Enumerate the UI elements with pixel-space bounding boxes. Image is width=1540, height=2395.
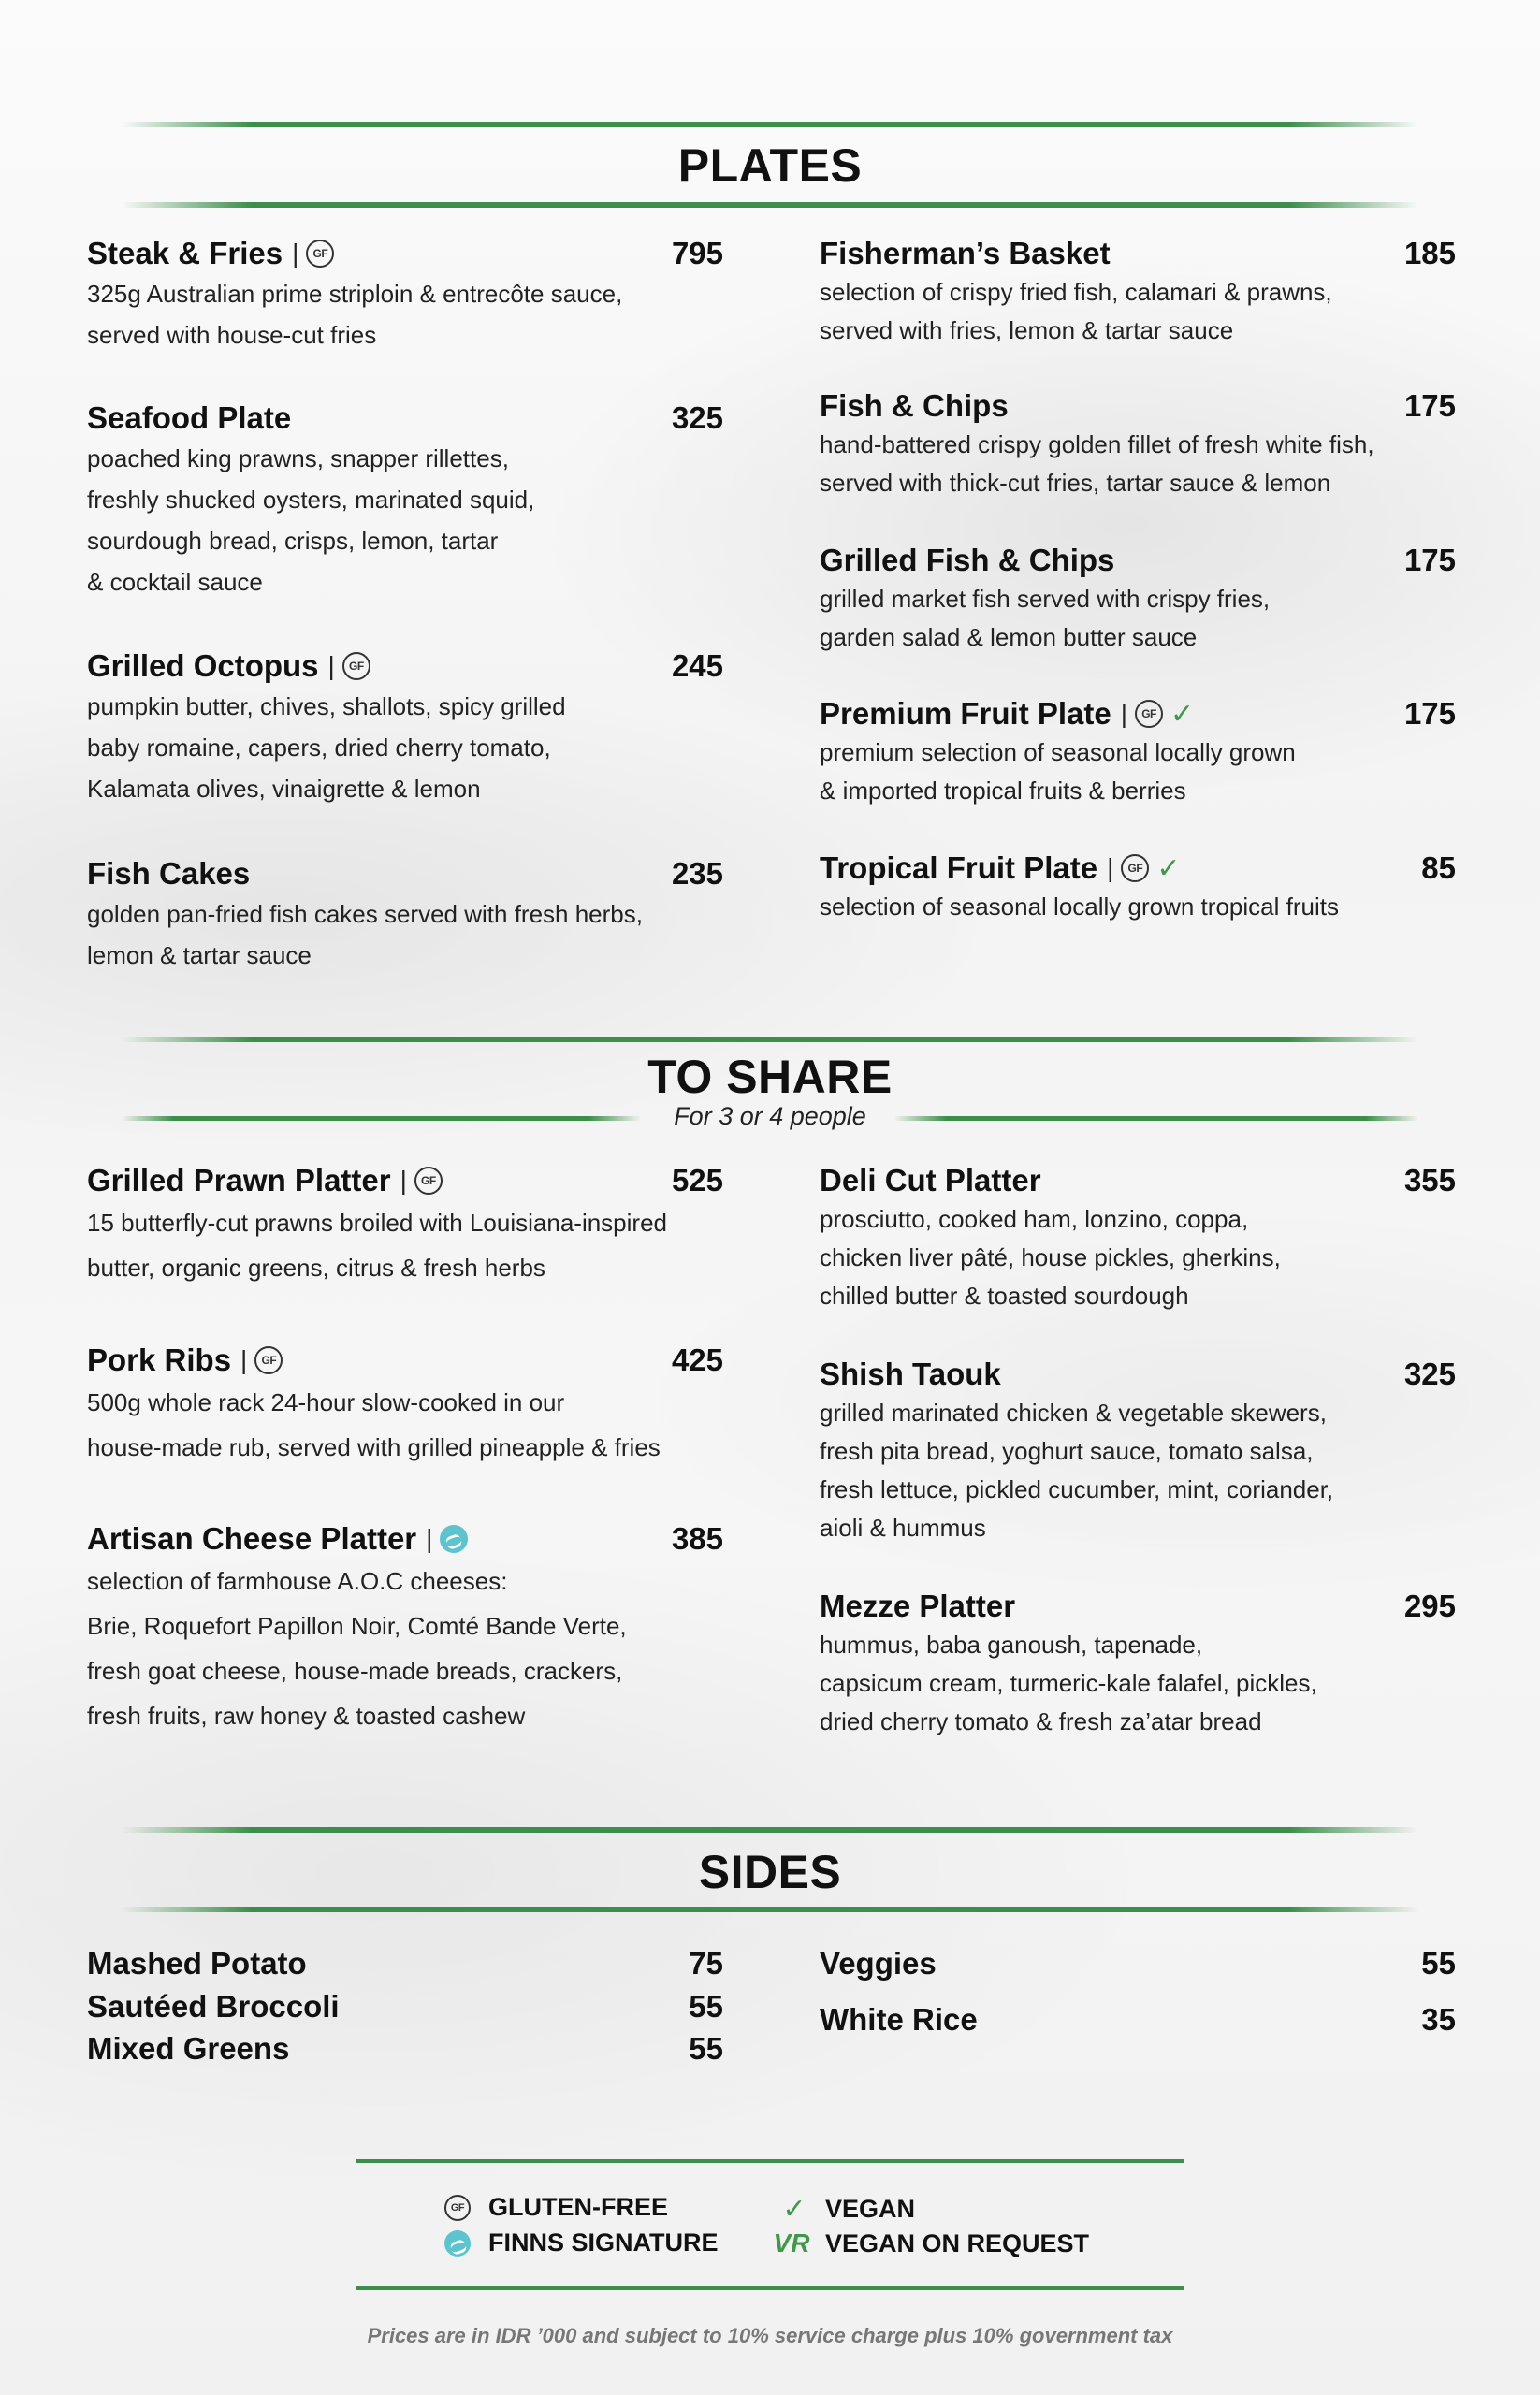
menu-item-description: selection of crispy fried fish, calamari & prawns, served with fries, lemon & tartar sauce xyxy=(820,278,1332,344)
tag-separator: | xyxy=(327,651,335,680)
tag-separator: | xyxy=(426,1524,433,1553)
menu-item-name-text: Grilled Octopus xyxy=(87,648,319,683)
menu-item-name-text: Tropical Fruit Plate xyxy=(820,850,1098,885)
menu-item-header xyxy=(820,543,1456,578)
menu-item-description: 15 butterfly-cut prawns broiled with Louisiana-inspired butter, organic greens, citrus & fresh herbs xyxy=(87,1209,667,1282)
menu-item-name-text: Mezze Platter xyxy=(820,1589,1016,1623)
side-item-price: 35 xyxy=(1421,2002,1456,2037)
menu-item xyxy=(87,856,723,976)
menu-item-name-text: Pork Ribs xyxy=(87,1343,232,1377)
menu-item-name-text: Seafood Plate xyxy=(87,400,292,435)
menu-item-price: 235 xyxy=(671,856,723,891)
menu-item-description: grilled market fish served with crispy fries, garden salad & lemon butter sauce xyxy=(820,585,1271,651)
menu-item-name xyxy=(87,1343,283,1378)
menu-item-name xyxy=(820,696,1194,732)
gluten-free-icon: GF xyxy=(254,1346,283,1374)
menu-item-header xyxy=(820,388,1456,424)
to-share-rule-right xyxy=(893,1116,1418,1121)
vegan-icon: ✓ xyxy=(1156,852,1181,884)
menu-item-price: 325 xyxy=(1403,1357,1456,1391)
to-share-rule-top xyxy=(122,1037,1418,1042)
menu-item-name xyxy=(820,1163,1041,1198)
menu-item-price: 385 xyxy=(671,1521,723,1556)
menu-item-name xyxy=(87,1521,468,1557)
menu-item-name xyxy=(87,1163,443,1198)
menu-item-header xyxy=(820,1163,1456,1198)
side-item-name: Sautéed Broccoli xyxy=(87,1989,340,2024)
menu-item xyxy=(87,400,723,602)
menu-item-name-text: Grilled Prawn Platter xyxy=(87,1163,391,1198)
side-item xyxy=(820,1946,1456,1981)
menu-item-header xyxy=(87,856,723,892)
gluten-free-icon: GF xyxy=(444,2195,471,2221)
menu-item-name xyxy=(87,236,334,271)
menu-item xyxy=(820,850,1456,926)
price-footnote: Prices are in IDR ’000 and subject to 10% service charge plus 10% government tax xyxy=(367,2324,1173,2347)
side-item xyxy=(87,2031,723,2067)
side-item-name: Mixed Greens xyxy=(87,2031,290,2066)
menu-item xyxy=(87,1521,723,1738)
menu-item-price: 175 xyxy=(1403,388,1456,423)
menu-item-header xyxy=(820,850,1456,886)
menu-item-name xyxy=(820,543,1114,578)
side-item-price: 55 xyxy=(689,2031,723,2066)
menu-item-description: selection of farmhouse A.O.C cheeses: Brie, Roquefort Papillon Noir, Comté Bande Verte, fresh goat cheese, house-made breads, crackers, fresh fruits, raw honey & toasted cashew xyxy=(87,1567,627,1730)
menu-item xyxy=(87,648,723,809)
menu-item-price: 185 xyxy=(1403,236,1456,270)
vegan-icon: ✓ xyxy=(782,2194,806,2225)
to-share-title: TO SHARE xyxy=(647,1051,893,1103)
menu-item-description: selection of seasonal locally grown tropical fruits xyxy=(820,893,1339,921)
menu-item-description: grilled marinated chicken & vegetable skewers, fresh pita bread, yoghurt sauce, tomato salsa, fresh lettuce, pickled cucumber, mint, coriander, aioli & hummus xyxy=(820,1399,1334,1542)
legend-rule-bottom xyxy=(356,2286,1184,2290)
menu-item xyxy=(87,1343,723,1470)
menu-item-price: 355 xyxy=(1403,1163,1456,1198)
side-item xyxy=(87,1989,723,2025)
menu-item-description: golden pan-fried fish cakes served with fresh herbs, lemon & tartar sauce xyxy=(87,900,643,969)
menu-item-description: hand-battered crispy golden fillet of fresh white fish, served with thick-cut fries, tartar sauce & lemon xyxy=(820,430,1374,497)
gluten-free-icon: GF xyxy=(1135,700,1163,728)
legend-gluten-free-label: GLUTEN-FREE xyxy=(488,2193,668,2221)
sides-rule-top xyxy=(122,1827,1418,1833)
menu-item-description: poached king prawns, snapper rillettes, freshly shucked oysters, marinated squid, sourdough bread, crisps, lemon, tartar & cocktail sauce xyxy=(87,444,535,596)
menu-item-name-text: Grilled Fish & Chips xyxy=(820,543,1115,577)
menu-item xyxy=(820,543,1456,657)
legend-vegan-on-request-label: VEGAN ON REQUEST xyxy=(825,2228,1090,2257)
menu-item-description: hummus, baba ganoush, tapenade, capsicum cream, turmeric-kale falafel, pickles, dried cherry tomato & fresh za’atar bread xyxy=(820,1631,1317,1735)
menu-item xyxy=(87,236,723,356)
menu-item-name xyxy=(87,400,291,436)
menu-item-header xyxy=(820,236,1456,271)
gluten-free-icon: GF xyxy=(414,1167,443,1195)
menu-item-price: 795 xyxy=(671,236,723,270)
tag-separator: | xyxy=(400,1166,407,1195)
legend-finns-signature xyxy=(442,2228,719,2257)
gluten-free-icon: GF xyxy=(1121,854,1149,882)
menu-item-description: premium selection of seasonal locally grown & imported tropical fruits & berries xyxy=(820,738,1296,805)
menu-item-header xyxy=(87,1521,723,1557)
menu-item-name-text: Shish Taouk xyxy=(820,1357,1001,1391)
to-share-subtitle: For 3 or 4 people xyxy=(674,1102,866,1130)
menu-item-header xyxy=(87,236,723,271)
menu-item-header xyxy=(87,1343,723,1378)
menu-item-header xyxy=(87,1163,723,1198)
tag-separator: | xyxy=(1120,699,1128,728)
menu-item-price: 85 xyxy=(1421,850,1456,885)
legend-finns-signature-label: FINNS SIGNATURE xyxy=(488,2228,719,2257)
menu-item-header xyxy=(87,400,723,436)
side-item xyxy=(87,1946,723,1981)
tag-separator: | xyxy=(292,239,299,268)
menu-item-name xyxy=(820,850,1181,886)
menu-item-name xyxy=(820,1589,1015,1624)
menu-item-name xyxy=(820,236,1111,271)
sides-title: SIDES xyxy=(698,1846,842,1898)
menu-item-name xyxy=(820,388,1009,424)
finns-signature-icon xyxy=(444,2230,471,2257)
plates-rule-top xyxy=(122,122,1418,127)
menu-item-description: 325g Australian prime striploin & entrecôte sauce, served with house-cut fries xyxy=(87,280,623,349)
menu-item-description: pumpkin butter, chives, shallots, spicy grilled baby romaine, capers, dried cherry tomato, Kalamata olives, vinaigrette & lemon xyxy=(87,692,566,803)
plates-rule-bottom xyxy=(122,202,1418,208)
menu-item-name-text: Premium Fruit Plate xyxy=(820,696,1111,731)
gluten-free-icon: GF xyxy=(306,240,334,268)
menu-item-name xyxy=(820,1357,1001,1392)
vegan-on-request-icon: VR xyxy=(773,2228,810,2257)
menu-item-price: 295 xyxy=(1403,1589,1456,1623)
side-item-price: 75 xyxy=(689,1946,723,1981)
sides-rule-bottom xyxy=(122,1907,1418,1912)
side-item-name: White Rice xyxy=(820,2002,978,2037)
menu-item-name xyxy=(87,856,250,892)
menu-item xyxy=(820,696,1456,810)
menu-item-price: 175 xyxy=(1403,696,1456,731)
legend-vegan xyxy=(778,2193,915,2226)
tag-separator: | xyxy=(1107,853,1114,882)
menu-item-price: 425 xyxy=(671,1343,723,1377)
side-item xyxy=(820,2002,1456,2038)
side-item-name: Veggies xyxy=(820,1946,937,1981)
plates-title: PLATES xyxy=(677,139,863,192)
vegan-icon: ✓ xyxy=(1170,698,1195,730)
menu-item-header xyxy=(820,1357,1456,1392)
legend-gluten-free xyxy=(442,2193,668,2222)
menu-item-price: 175 xyxy=(1403,543,1456,577)
gluten-free-icon: GF xyxy=(342,652,370,680)
menu-item-name-text: Artisan Cheese Platter xyxy=(87,1521,417,1556)
menu-item xyxy=(820,1163,1456,1315)
menu-item-header xyxy=(87,648,723,684)
menu-item-description: prosciutto, cooked ham, lonzino, coppa, chicken liver pâté, house pickles, gherkins, chilled butter & toasted sourdough xyxy=(820,1205,1281,1310)
legend-rule-top xyxy=(356,2159,1184,2163)
menu-item-name-text: Deli Cut Platter xyxy=(820,1163,1041,1198)
menu-item-name-text: Steak & Fries xyxy=(87,236,283,270)
menu-item-name xyxy=(87,648,370,684)
menu-item xyxy=(820,388,1456,502)
side-item-price: 55 xyxy=(1421,1946,1456,1981)
tag-separator: | xyxy=(240,1345,248,1374)
menu-item-name-text: Fish & Chips xyxy=(820,388,1009,423)
menu-item xyxy=(820,1589,1456,1741)
legend xyxy=(356,2159,1184,2290)
legend-vegan-label: VEGAN xyxy=(825,2195,916,2223)
menu-item-description: 500g whole rack 24-hour slow-cooked in our house-made rub, served with grilled pineapple & fries xyxy=(87,1388,661,1461)
menu-item-price: 325 xyxy=(671,400,723,435)
menu-item-name-text: Fish Cakes xyxy=(87,856,251,891)
side-item-name: Mashed Potato xyxy=(87,1946,307,1981)
menu-item xyxy=(820,236,1456,350)
menu-item-header xyxy=(820,1589,1456,1624)
legend-vegan-on-request xyxy=(773,2228,1089,2258)
menu-item-price: 245 xyxy=(671,648,723,683)
finns-signature-icon xyxy=(440,1525,468,1553)
menu-item xyxy=(820,1357,1456,1547)
menu-item-price: 525 xyxy=(671,1163,723,1198)
menu-item xyxy=(87,1163,723,1290)
menu-item-name-text: Fisherman’s Basket xyxy=(820,236,1111,270)
side-item-price: 55 xyxy=(689,1989,723,2024)
menu-item-header xyxy=(820,696,1456,732)
